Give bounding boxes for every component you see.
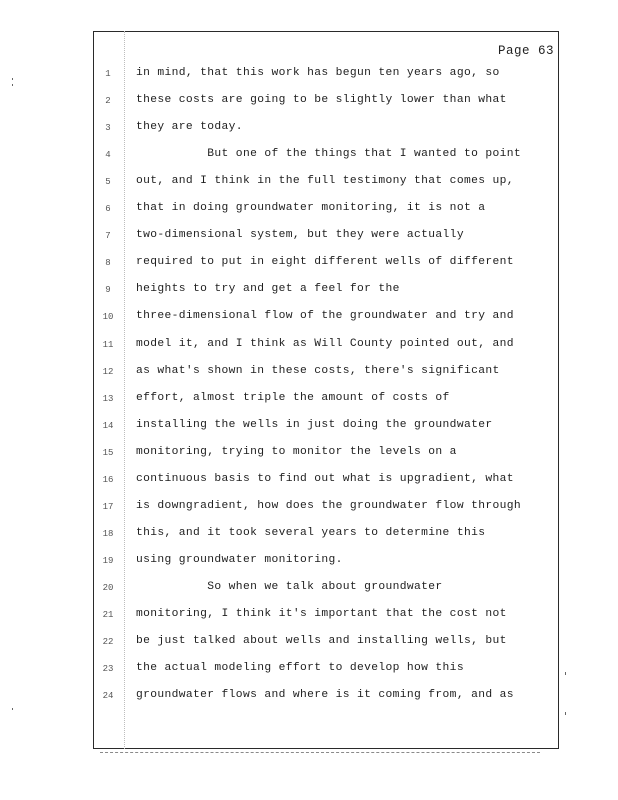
transcript-line: [0, 310, 618, 330]
transcript-line: [0, 419, 618, 439]
line-number: 9: [105, 285, 111, 296]
line-text: heights to try and get a feel for the: [136, 283, 400, 296]
line-number: 15: [102, 447, 114, 458]
line-text: as what's shown in these costs, there's significant: [136, 364, 500, 377]
line-number: 3: [105, 123, 111, 134]
line-text: But one of the things that I wanted to point: [136, 148, 521, 161]
transcript-line: [0, 67, 618, 87]
line-number: 17: [102, 501, 114, 512]
line-number: 14: [102, 420, 114, 431]
transcript-line: [0, 581, 618, 601]
transcript-line: [0, 554, 618, 574]
line-text: these costs are going to be slightly lower than what: [136, 94, 507, 107]
line-number: 24: [102, 691, 114, 702]
line-text: is downgradient, how does the groundwater flow through: [136, 499, 521, 512]
transcript-line: [0, 446, 618, 466]
line-text: monitoring, trying to monitor the levels on a: [136, 445, 457, 458]
scan-speck: [565, 712, 566, 715]
line-number: 8: [105, 258, 111, 269]
line-number: 10: [102, 312, 114, 323]
line-text: continuous basis to find out what is upgradient, what: [136, 472, 514, 485]
transcript-line: [0, 338, 618, 358]
transcript-line: [0, 635, 618, 655]
scan-speck: [565, 672, 566, 675]
transcript-line: [0, 689, 618, 709]
line-text: monitoring, I think it's important that the cost not: [136, 608, 507, 620]
line-text: So when we talk about groundwater: [136, 580, 443, 593]
transcript-line: [0, 392, 618, 412]
line-number: 4: [105, 150, 111, 161]
line-number: 1: [105, 69, 111, 79]
transcript-line: [0, 527, 618, 547]
line-text: two-dimensional system, but they were actually: [136, 229, 464, 242]
line-text: effort, almost triple the amount of costs of: [136, 391, 450, 404]
line-number: 20: [102, 582, 114, 593]
line-text: the actual modeling effort to develop how this: [136, 662, 464, 675]
line-text: model it, and I think as Will County pointed out, and: [136, 337, 514, 350]
line-text: three-dimensional flow of the groundwater and try and: [136, 310, 514, 323]
line-number: 16: [102, 474, 114, 485]
transcript-line: [0, 662, 618, 682]
line-text: they are today.: [136, 121, 243, 134]
transcript-line: [0, 94, 618, 114]
scan-noise: [100, 752, 540, 753]
transcript-line: [0, 229, 618, 249]
line-text: be just talked about wells and installing wells, but: [136, 635, 507, 648]
line-number: 19: [102, 555, 114, 566]
line-number: 5: [105, 177, 111, 188]
line-number: 11: [102, 339, 114, 350]
page-number: Page 63: [498, 44, 555, 58]
transcript-line: [0, 283, 618, 303]
transcript-line: [0, 121, 618, 141]
line-number: 7: [105, 231, 111, 242]
transcript-line: [0, 365, 618, 385]
line-text: this, and it took several years to determine this: [136, 526, 486, 539]
line-number: 2: [105, 96, 111, 107]
transcript-line: [0, 148, 618, 168]
scan-speck: [12, 78, 13, 80]
line-number: 18: [102, 528, 114, 539]
line-number: 12: [102, 366, 114, 377]
line-number: 23: [102, 664, 114, 675]
transcript-line: [0, 500, 618, 520]
transcript-line: [0, 473, 618, 493]
transcript-line: [0, 608, 618, 628]
line-number: 13: [102, 393, 114, 404]
scan-speck: [12, 708, 13, 710]
transcript-line: [0, 175, 618, 195]
line-text: using groundwater monitoring.: [136, 553, 343, 566]
transcript-line: [0, 256, 618, 276]
line-number: 22: [102, 637, 114, 648]
line-text: required to put in eight different wells of different: [136, 256, 514, 269]
line-text: that in doing groundwater monitoring, it is not a: [136, 202, 486, 215]
scan-speck: [12, 84, 13, 86]
line-text: in mind, that this work has begun ten years ago, so: [136, 67, 500, 79]
line-number: 21: [102, 610, 114, 620]
line-text: installing the wells in just doing the groundwater: [136, 418, 493, 431]
line-number: 6: [105, 204, 111, 215]
transcript-line: [0, 202, 618, 222]
line-text: groundwater flows and where is it coming from, and as: [136, 689, 514, 702]
line-text: out, and I think in the full testimony that comes up,: [136, 175, 514, 188]
